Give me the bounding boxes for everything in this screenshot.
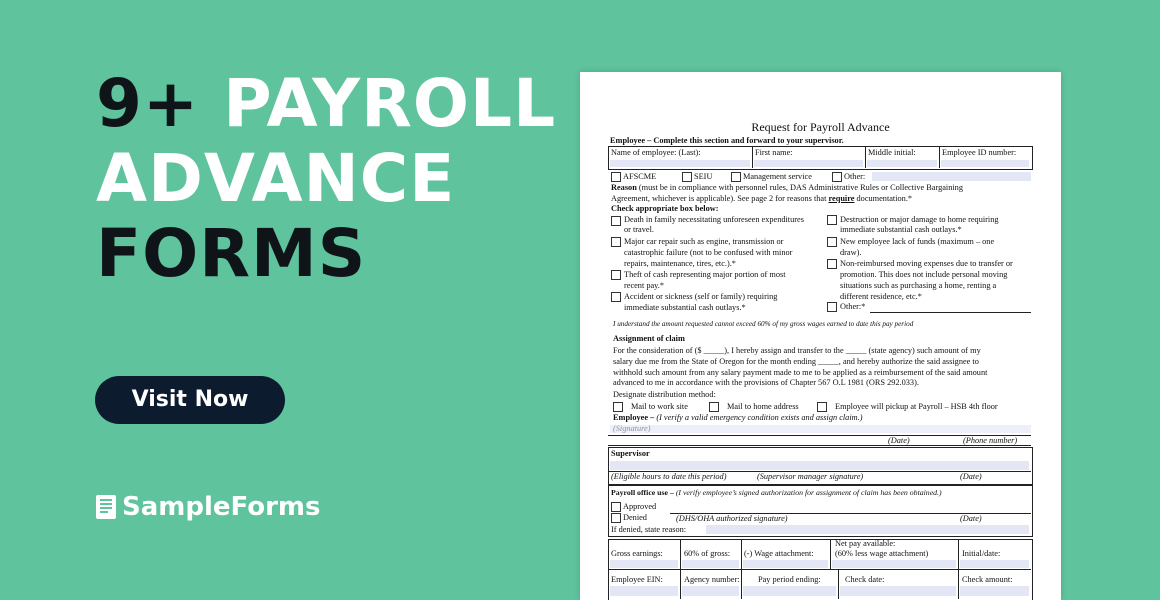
wage-attachment-label: (-) Wage attachment: bbox=[744, 549, 814, 558]
sixty-percent-field[interactable] bbox=[682, 560, 739, 568]
initial-date-label: Initial/date: bbox=[962, 549, 1001, 558]
employee-signature-field[interactable] bbox=[610, 425, 1031, 433]
employee-id-label: Employee ID number: bbox=[942, 148, 1017, 157]
management-service-checkbox[interactable] bbox=[731, 172, 741, 182]
payroll-date-label: (Date) bbox=[960, 514, 982, 523]
seiu-label: SEIU bbox=[694, 172, 713, 181]
divider bbox=[680, 539, 681, 599]
divider bbox=[958, 539, 959, 599]
mail-home-label: Mail to home address bbox=[727, 402, 799, 411]
agency-number-label: Agency number: bbox=[684, 575, 740, 584]
mail-work-label: Mail to work site bbox=[631, 402, 688, 411]
name-last-label: Name of employee: (Last): bbox=[611, 148, 701, 157]
divider bbox=[865, 146, 866, 168]
denied-label: Denied bbox=[623, 513, 647, 522]
sixty-percent-label: 60% of gross: bbox=[684, 549, 731, 558]
form-preview-image[interactable] bbox=[580, 72, 1061, 600]
car-repair-checkbox[interactable] bbox=[611, 237, 621, 247]
afscme-checkbox[interactable] bbox=[611, 172, 621, 182]
visit-now-button[interactable]: Visit Now bbox=[95, 376, 285, 424]
document-icon bbox=[96, 495, 116, 519]
car-repair-line-2: catastrophic failure (not to be confused with minor bbox=[624, 248, 793, 257]
accident-line-1: Accident or sickness (self or family) requiring bbox=[624, 292, 778, 301]
new-employee-line-2: draw). bbox=[840, 248, 862, 257]
denied-checkbox[interactable] bbox=[611, 513, 621, 523]
other-reason-checkbox[interactable] bbox=[827, 302, 837, 312]
eligible-hours-label: (Eligible hours to date this period) bbox=[611, 472, 727, 481]
assignment-heading: Assignment of claim bbox=[613, 334, 685, 343]
headline-word-forms: FORMS bbox=[96, 215, 367, 292]
phone-label: (Phone number) bbox=[963, 436, 1018, 445]
check-date-label: Check date: bbox=[845, 575, 885, 584]
divider bbox=[939, 146, 940, 168]
headline-word-advance: ADVANCE bbox=[96, 140, 456, 217]
brand-logo[interactable] bbox=[96, 492, 320, 522]
home-damage-line-1: Destruction or major damage to home requiring bbox=[840, 215, 999, 224]
reason-text: (must be in compliance with personnel rules, DAS Administrative Rules or Collective Bargaining bbox=[636, 183, 963, 192]
dhs-signature-label: (DHS/OHA authorized signature) bbox=[676, 514, 788, 523]
payroll-verify bbox=[611, 488, 942, 498]
assignment-line-3: withhold such amount from any salary payment made to me to be applied as a reimbursement of the said amount bbox=[613, 368, 988, 377]
death-in-family-line-2: or travel. bbox=[624, 225, 654, 234]
mail-work-checkbox[interactable] bbox=[613, 402, 623, 412]
headline-number: 9+ bbox=[96, 65, 200, 142]
check-date-field[interactable] bbox=[840, 586, 956, 596]
first-name-field[interactable] bbox=[754, 160, 863, 167]
payroll-verify-text: (I verify employee’s signed authorization for assignment of claim has been obtained.) bbox=[673, 488, 942, 497]
name-last-field[interactable] bbox=[610, 160, 750, 167]
moving-expenses-line-4: different residence, etc.* bbox=[840, 292, 922, 301]
supervisor-heading: Supervisor bbox=[611, 449, 650, 458]
distribution-label: Designate distribution method: bbox=[613, 390, 716, 399]
middle-initial-label: Middle initial: bbox=[868, 148, 916, 157]
other-union-label: Other: bbox=[844, 172, 866, 181]
theft-checkbox[interactable] bbox=[611, 270, 621, 280]
pickup-checkbox[interactable] bbox=[817, 402, 827, 412]
payroll-label: Payroll office use – bbox=[611, 488, 674, 497]
headline-word-payroll: PAYROLL bbox=[223, 65, 557, 142]
assignment-line-1: For the consideration of ($ _____), I hereby assign and transfer to the _____ (state agency) such amount of my bbox=[613, 346, 981, 355]
supervisor-field[interactable] bbox=[610, 461, 1029, 470]
employee-ein-field[interactable] bbox=[610, 586, 678, 596]
moving-expenses-line-2: promotion. This does not include personal moving bbox=[840, 270, 1008, 279]
new-employee-line-1: New employee lack of funds (maximum – one bbox=[840, 237, 995, 246]
employee-verify-text: (I verify a valid emergency condition exists and assign claim.) bbox=[654, 413, 863, 422]
reason-line-1 bbox=[611, 183, 963, 193]
form-title: Request for Payroll Advance bbox=[751, 120, 890, 134]
reason-text-2: Agreement, whichever is applicable). See page 2 for reasons that bbox=[611, 194, 829, 203]
theft-line-1: Theft of cash representing major portion of most bbox=[624, 270, 786, 279]
accident-checkbox[interactable] bbox=[611, 292, 621, 302]
car-repair-line-3: repairs, maintenance, tires, etc.).* bbox=[624, 259, 736, 268]
accident-line-2: immediate substantial cash outlays.* bbox=[624, 303, 746, 312]
pay-period-label: Pay period ending: bbox=[758, 575, 821, 584]
net-pay-label: Net pay available: bbox=[835, 539, 896, 548]
employee-id-field[interactable] bbox=[941, 160, 1029, 167]
reason-text-3: documentation.* bbox=[854, 194, 913, 203]
gross-earnings-field[interactable] bbox=[610, 560, 678, 568]
employee-ein-label: Employee EIN: bbox=[611, 575, 663, 584]
divider bbox=[752, 146, 753, 168]
seiu-checkbox[interactable] bbox=[682, 172, 692, 182]
moving-expenses-checkbox[interactable] bbox=[827, 259, 837, 269]
net-pay-sub-label: (60% less wage attachment) bbox=[835, 549, 929, 558]
moving-expenses-line-3: situations such as purchasing a home, renting a bbox=[840, 281, 997, 290]
assignment-line-2: salary due me from the State of Oregon for the month ending _____, and hereby authorize the said assignee to bbox=[613, 357, 979, 366]
approved-label: Approved bbox=[623, 502, 657, 511]
pay-period-field[interactable] bbox=[743, 586, 836, 596]
car-repair-line-1: Major car repair such as engine, transmission or bbox=[624, 237, 784, 246]
reason-line-2 bbox=[611, 194, 912, 204]
brand-name: SampleForms bbox=[122, 492, 321, 522]
employee-verify bbox=[613, 413, 862, 423]
theft-line-2: recent pay.* bbox=[624, 281, 665, 290]
assignment-line-4: advanced to me in accordance with the provisions of Chapter 567 O.L 1981 (ORS 292.033). bbox=[613, 378, 919, 387]
employee-instruction: Employee – Complete this section and forward to your supervisor. bbox=[610, 136, 844, 145]
understand-note: I understand the amount requested cannot exceed 60% of my gross wages earned to date this pay period bbox=[613, 320, 914, 328]
divider bbox=[838, 569, 839, 599]
divider bbox=[608, 569, 1031, 570]
moving-expenses-line-1: Non-reimbursed moving expenses due to transfer or bbox=[840, 259, 1013, 268]
home-damage-line-2: immediate substantial cash outlays.* bbox=[840, 225, 962, 234]
initial-date-field[interactable] bbox=[960, 560, 1029, 568]
first-name-label: First name: bbox=[755, 148, 793, 157]
approved-checkbox[interactable] bbox=[611, 502, 621, 512]
divider bbox=[608, 445, 1031, 446]
home-damage-checkbox[interactable] bbox=[827, 215, 837, 225]
mail-home-checkbox[interactable] bbox=[709, 402, 719, 412]
net-pay-field[interactable] bbox=[832, 560, 956, 568]
supervisor-signature-label: (Supervisor manager signature) bbox=[757, 472, 864, 481]
other-reason-line[interactable] bbox=[870, 312, 1031, 313]
other-union-checkbox[interactable] bbox=[832, 172, 842, 182]
headline bbox=[96, 66, 556, 291]
reason-label: Reason bbox=[611, 183, 637, 192]
agency-number-field[interactable] bbox=[682, 586, 739, 596]
gross-earnings-label: Gross earnings: bbox=[611, 549, 663, 558]
divider bbox=[741, 539, 742, 599]
check-amount-label: Check amount: bbox=[962, 575, 1013, 584]
new-employee-checkbox[interactable] bbox=[827, 237, 837, 247]
divider bbox=[830, 539, 831, 569]
wage-attachment-field[interactable] bbox=[743, 560, 828, 568]
employee-label: Employee – bbox=[613, 413, 655, 422]
check-amount-field[interactable] bbox=[960, 586, 1029, 596]
check-box-label: Check appropriate box below: bbox=[611, 204, 719, 213]
if-denied-label: If denied, state reason: bbox=[611, 525, 687, 534]
require-text: require bbox=[828, 194, 855, 203]
management-service-label: Management service bbox=[743, 172, 812, 181]
other-union-field[interactable] bbox=[872, 172, 1031, 181]
middle-initial-field[interactable] bbox=[867, 160, 937, 167]
supervisor-date-label: (Date) bbox=[960, 472, 982, 481]
other-reason-label: Other:* bbox=[840, 302, 866, 311]
denied-reason-field[interactable] bbox=[706, 525, 1029, 534]
death-in-family-line-1: Death in family necessitating unforeseen expenditures bbox=[624, 215, 804, 224]
employee-date-label: (Date) bbox=[888, 436, 910, 445]
death-in-family-checkbox[interactable] bbox=[611, 216, 621, 226]
afscme-label: AFSCME bbox=[623, 172, 657, 181]
pickup-label: Employee will pickup at Payroll – HSB 4th floor bbox=[835, 402, 998, 411]
